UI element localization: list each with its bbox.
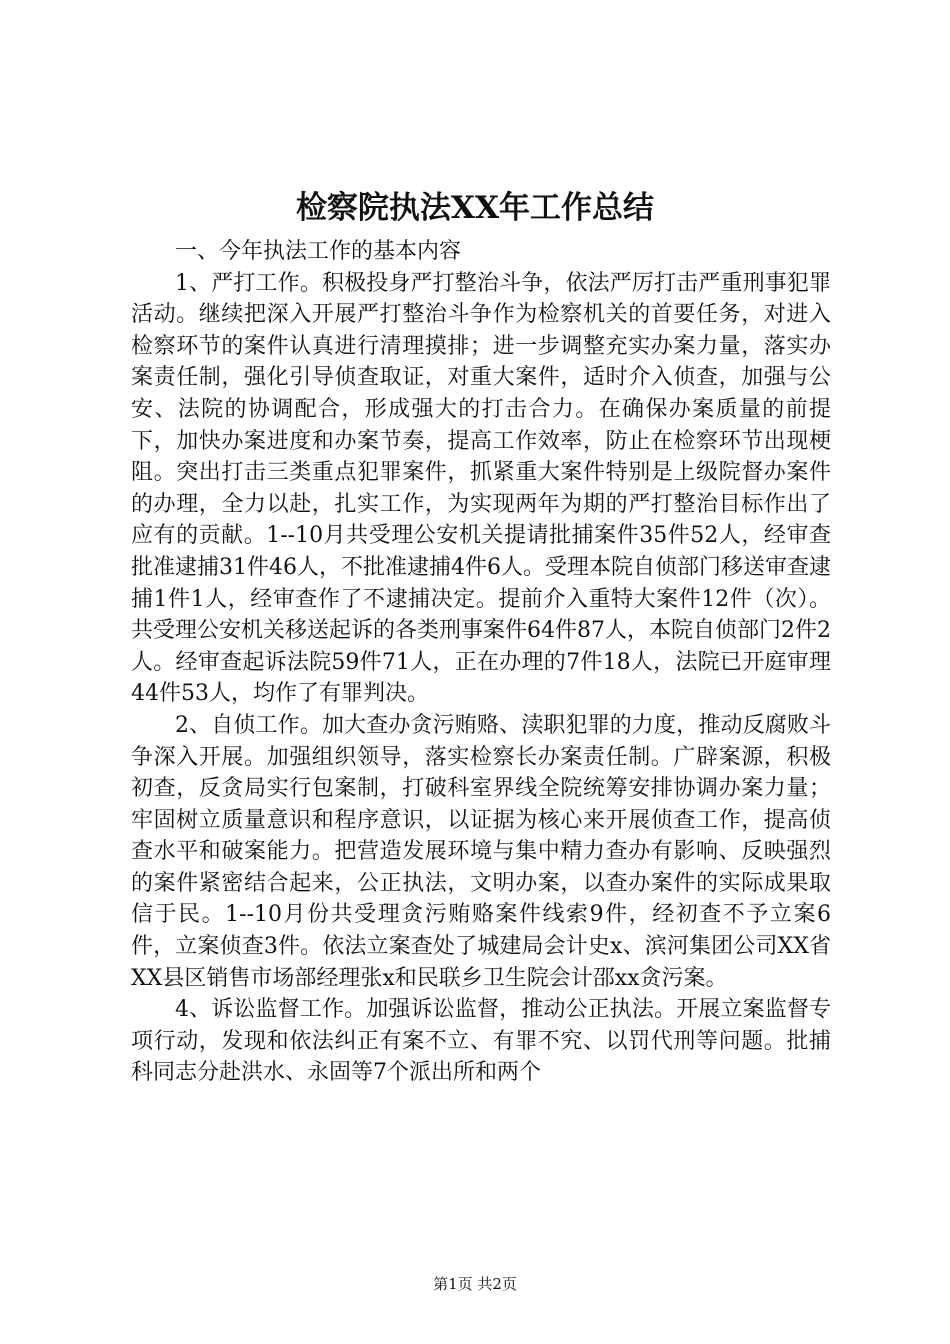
- page-footer: 第1页 共2页: [433, 1275, 517, 1293]
- paragraph-crackdown-work: 1、严打工作。积极投身严打整治斗争，依法严厉打击严重刑事犯罪活动。继续把深入开展严打整治斗争作为检察机关的首要任务，对进入检察环节的案件认真进行清理摸排；进一步调整充实办案力量，落实办案责任制，强化引导侦查取证，对重大案件，适时介入侦查，加强与公安、法院的协调配合，形成强大的打击合力。在确保办案质量的前提下，加快办案进度和办案节奏，提高工作效率，防止在检察环节出现梗阻。突出打击三类重点犯罪案件，抓紧重大案件特别是上级院督办案件的办理，全力以赴，扎实工作，为实现两年为期的严打整治目标作出了应有的贡献。1--10月共受理公安机关提请批捕案件35件52人，经审查批准逮捕31件46人，不批准逮捕4件6人。受理本院自侦部门移送审查逮捕1件1人，经审查作了不逮捕决定。提前介入重特大案件12件（次）。共受理公安机关移送起诉的各类刑事案件64件87人，本院自侦部门2件2人。经审查起诉法院59件71人，正在办理的7件18人，法院已开庭审理44件53人，均作了有罪判决。: [131, 270, 831, 707]
- document-title: 检察院执法XX年工作总结: [295, 190, 655, 226]
- section-heading: 一、今年执法工作的基本内容: [175, 239, 462, 264]
- paragraph-litigation-supervision: 4、诉讼监督工作。加强诉讼监督，推动公正执法。开展立案监督专项行动，发现和依法纠正有案不立、有罪不究、以罚代刑等问题。批捕科同志分赴洪水、永固等7个派出所和两个: [131, 997, 831, 1086]
- document-body: [131, 236, 831, 1089]
- paragraph-self-investigation-work: 2、自侦工作。加大查办贪污贿赂、渎职犯罪的力度，推动反腐败斗争深入开展。加强组织领导，落实检察长办案责任制。广辟案源，积极初查，反贪局实行包案制，打破科室界线全院统筹安排协调办案力量；牢固树立质量意识和程序意识，以证据为核心来开展侦查工作，提高侦查水平和破案能力。把营造发展环境与集中精力查办有影响、反映强烈的案件紧密结合起来，公正执法，文明办案，以查办案件的实际成果取信于民。1--10月份共受理贪污贿赂案件线索9件，经初查不予立案6件，立案侦查3件。依法立案查处了城建局会计史x、滨河集团公司XX省XX县区销售市场部经理张x和民联乡卫生院会计邵xx贪污案。: [131, 712, 831, 991]
